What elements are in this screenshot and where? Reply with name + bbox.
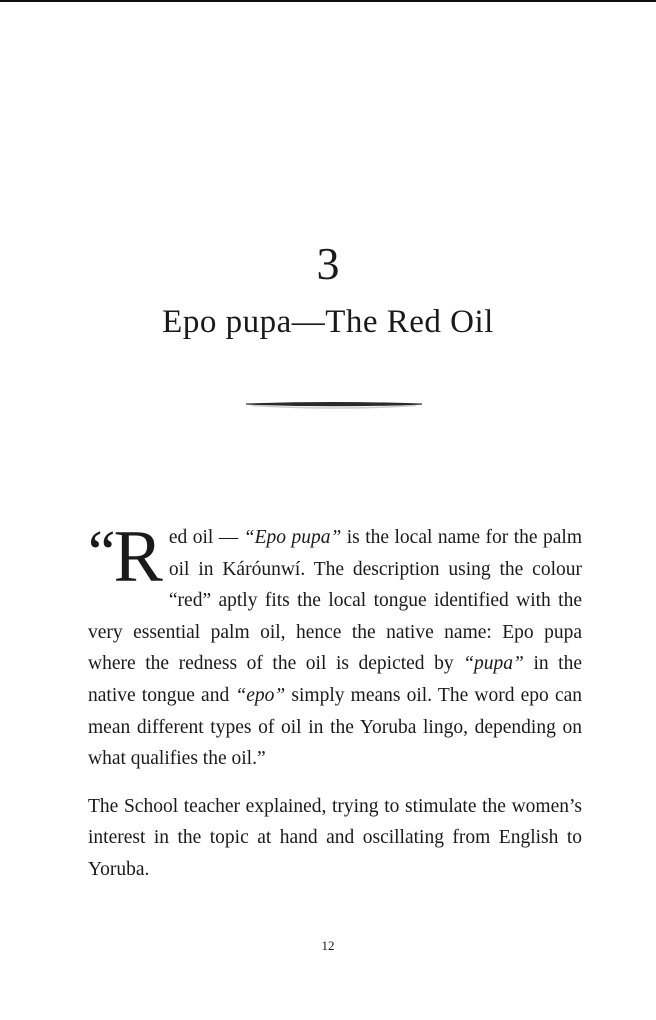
italic-term-epo: “epo” <box>235 684 286 706</box>
paragraph-text-segment: in the native tongue and <box>88 653 582 706</box>
chapter-title: Epo pupa—The Red Oil <box>162 304 494 340</box>
italic-term-pupa: “pupa” <box>463 653 524 675</box>
top-border-rule <box>0 0 656 2</box>
paragraph-text-segment: simply means oil. The word epo can mean different types of oil in the Yoruba lingo, depending on what qualifies the oil.” <box>88 684 583 770</box>
paragraph-text-segment: is the local name for the palm oil in Káróunwí. The description using the colour “red” aptly fits the local tongue identified with the very essential palm oil, hence the native name: Epo pupa where the redness of the oil is depicted by <box>88 527 582 675</box>
drop-cap <box>88 516 161 598</box>
italic-term-epo-pupa: “Epo pupa” <box>243 527 342 548</box>
chapter-body <box>88 516 583 886</box>
chapter-number: 3 <box>316 238 340 289</box>
paragraph-opening <box>88 516 583 775</box>
page-number: 12 <box>321 938 335 953</box>
drop-cap-letter: R <box>113 516 161 598</box>
drop-cap-quote: “ <box>88 519 114 587</box>
paragraph-text-segment: ed oil — <box>168 527 244 548</box>
ornament-divider <box>246 401 422 411</box>
paragraph-second: The School teacher explained, trying to stimulate the women’s interest in the topic at hand and oscillating from English to Yoruba. <box>88 795 582 880</box>
